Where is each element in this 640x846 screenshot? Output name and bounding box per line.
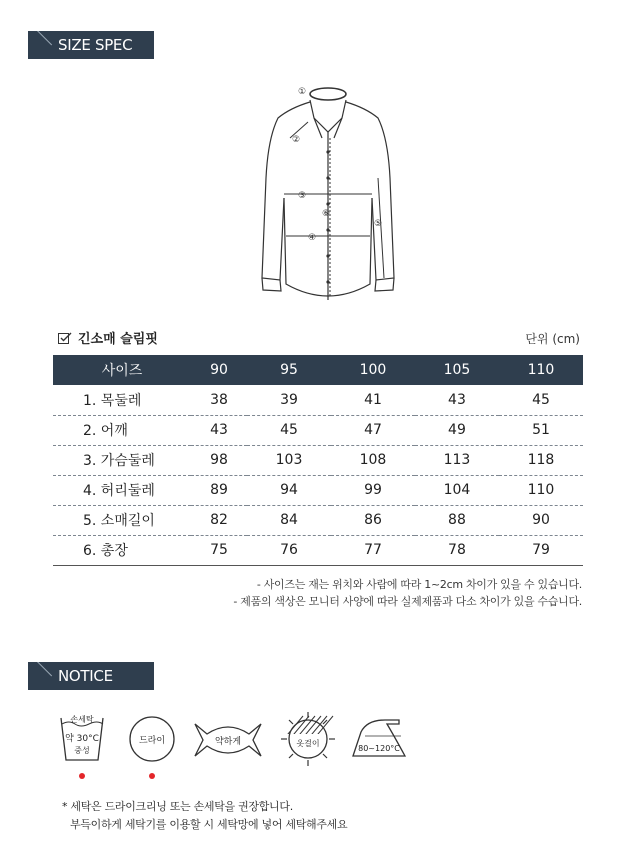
- footnote-line-2: 부득이하게 세탁기를 이용할 시 세탁망에 넣어 세탁해주세요: [70, 818, 348, 831]
- hand-wash-detergent: 중성: [74, 746, 90, 755]
- iron-icon: [349, 714, 409, 764]
- table-cell: 76: [247, 535, 331, 565]
- table-cell: 78: [415, 535, 499, 565]
- header-size-label: 사이즈: [53, 355, 191, 385]
- table-cell: 104: [415, 475, 499, 505]
- iron-temp-label: 80~120°C: [358, 744, 400, 753]
- care-icons-row: [55, 710, 415, 785]
- row-label: 5. 소매길이: [53, 505, 191, 535]
- hang-dry-shade-icon: [279, 710, 337, 772]
- header-size-90: 90: [191, 355, 247, 385]
- table-cell: 118: [499, 445, 583, 475]
- marker-5: ⑤: [374, 219, 383, 229]
- row-label: 2. 어깨: [53, 415, 191, 445]
- hand-wash-label: 손세탁: [70, 715, 94, 724]
- dry-clean-icon: [127, 714, 177, 768]
- hand-wash-icon: [55, 710, 109, 774]
- tab-diagonal-mark: [33, 662, 52, 676]
- table-row: [53, 415, 583, 445]
- recommended-dot: [149, 773, 155, 779]
- shirt-outline-icon: [250, 78, 400, 314]
- table-cell: 86: [331, 505, 415, 535]
- table-cell: 94: [247, 475, 331, 505]
- marker-2: ②: [292, 135, 301, 145]
- wring-gently-icon: [193, 720, 263, 764]
- table-cell: 75: [191, 535, 247, 565]
- row-label: 6. 총장: [53, 535, 191, 565]
- table-cell: 79: [499, 535, 583, 565]
- table-cell: 77: [331, 535, 415, 565]
- table-cell: 98: [191, 445, 247, 475]
- table-row: [53, 445, 583, 475]
- table-row: [53, 505, 583, 535]
- recommended-dot: [79, 773, 85, 779]
- header-size-100: 100: [331, 355, 415, 385]
- header-size-105: 105: [415, 355, 499, 385]
- size-table: [53, 355, 583, 566]
- table-cell: 99: [331, 475, 415, 505]
- wash-footnote: [62, 798, 347, 834]
- table-row: [53, 535, 583, 565]
- table-cell: 38: [191, 385, 247, 415]
- table-cell: 43: [415, 385, 499, 415]
- table-cell: 43: [191, 415, 247, 445]
- table-header-row: [53, 355, 583, 385]
- size-spec-tab: [28, 31, 154, 59]
- table-cell: 45: [247, 415, 331, 445]
- row-label: 4. 허리둘레: [53, 475, 191, 505]
- row-label: 3. 가슴둘레: [53, 445, 191, 475]
- table-cell: 82: [191, 505, 247, 535]
- header-size-95: 95: [247, 355, 331, 385]
- dry-clean-label: 드라이: [138, 736, 166, 746]
- table-cell: 90: [499, 505, 583, 535]
- table-cell: 39: [247, 385, 331, 415]
- header-size-110: 110: [499, 355, 583, 385]
- hang-dry-label: 옷걸이: [296, 739, 320, 748]
- notice-title: NOTICE: [58, 667, 113, 685]
- table-cell: 84: [247, 505, 331, 535]
- footnote-line-1: * 세탁은 드라이크리닝 또는 손세탁을 권장합니다.: [62, 800, 293, 813]
- hand-wash-temp: 약 30°C: [65, 734, 99, 744]
- table-cell: 45: [499, 385, 583, 415]
- marker-1: ①: [298, 87, 307, 97]
- unit-label: 단위 (cm): [525, 332, 580, 346]
- table-cell: 88: [415, 505, 499, 535]
- checkbox-icon: [58, 332, 72, 344]
- table-cell: 49: [415, 415, 499, 445]
- table-cell: 108: [331, 445, 415, 475]
- fit-title: [58, 328, 158, 347]
- size-note-2: - 제품의 색상은 모니터 사양에 따라 실제제품과 다소 차이가 있을 수습니다.: [233, 595, 582, 608]
- notice-tab: [28, 662, 154, 690]
- fit-title-text: 긴소매 슬림핏: [78, 332, 158, 347]
- marker-4: ④: [308, 233, 317, 243]
- wring-gently-label: 약하게: [214, 737, 242, 747]
- table-cell: 51: [499, 415, 583, 445]
- table-cell: 110: [499, 475, 583, 505]
- table-row: [53, 475, 583, 505]
- size-note-1: - 사이즈는 재는 위치와 사람에 따라 1~2cm 차이가 있을 수 있습니다.: [256, 578, 582, 591]
- size-spec-title: SIZE SPEC: [58, 36, 133, 54]
- row-label: 1. 목둘레: [53, 385, 191, 415]
- size-notes: [233, 576, 582, 610]
- marker-6: ⑥: [322, 209, 331, 219]
- marker-3: ③: [298, 191, 307, 201]
- table-cell: 103: [247, 445, 331, 475]
- table-cell: 41: [331, 385, 415, 415]
- table-row: [53, 385, 583, 415]
- table-cell: 113: [415, 445, 499, 475]
- table-cell: 89: [191, 475, 247, 505]
- shirt-measurement-diagram: [250, 78, 400, 314]
- tab-diagonal-mark: [33, 31, 52, 45]
- table-cell: 47: [331, 415, 415, 445]
